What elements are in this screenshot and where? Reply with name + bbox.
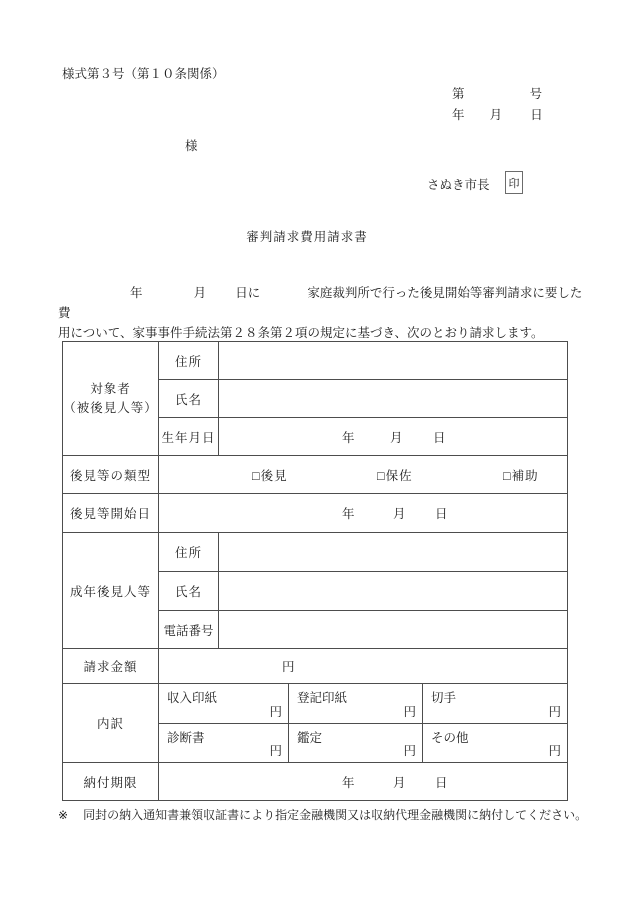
- issue-date-line: [452, 105, 543, 123]
- intro-day: 日に: [235, 286, 261, 300]
- checkbox-kouken[interactable]: [252, 466, 288, 484]
- guardian-address-label: 住所: [159, 533, 219, 572]
- subject-group-label: [63, 342, 159, 456]
- breakdown-appraisal-cell: [289, 724, 423, 763]
- due-date-label: 納付期限: [63, 763, 159, 801]
- due-date-value-cell: [159, 763, 568, 801]
- breakdown-postage-unit: 円: [548, 705, 562, 719]
- claim-amount-unit: 円: [282, 660, 295, 674]
- subject-name-label: 氏名: [159, 380, 219, 418]
- intro-year: 年: [130, 286, 143, 300]
- addressee-suffix: 様: [185, 139, 198, 153]
- breakdown-revenue-stamp-label: 収入印紙: [167, 691, 218, 705]
- breakdown-label: 内訳: [63, 684, 159, 763]
- checkbox-hosa-label: 保佐: [385, 468, 413, 483]
- breakdown-revenue-stamp-cell: [159, 684, 289, 724]
- form-number: 様式第３号（第１０条関係）: [62, 67, 225, 81]
- birthdate-day-unit: 日: [433, 430, 446, 445]
- subject-birthdate-value-cell: [219, 418, 568, 456]
- guardian-phone-value-cell: [219, 611, 568, 649]
- cost-claim-table: [62, 341, 568, 801]
- breakdown-revenue-stamp-unit: 円: [269, 705, 282, 719]
- breakdown-medical-certificate-unit: 円: [269, 744, 282, 758]
- checkbox-hojo[interactable]: [503, 466, 539, 484]
- subject-name-value-cell: [219, 380, 568, 418]
- subject-address-label: 住所: [159, 342, 219, 380]
- guardianship-type-options-cell: [159, 456, 568, 494]
- breakdown-appraisal-unit: 円: [403, 744, 416, 758]
- intro-paragraph: [58, 283, 588, 343]
- claim-amount-label: 請求金額: [63, 649, 159, 684]
- intro-rest: 家庭裁判所で行った後見開始等審判請求に要した費: [58, 286, 583, 320]
- issue-date-year: 年: [452, 108, 465, 122]
- issue-date-month: 月: [489, 108, 503, 122]
- breakdown-other-label: その他: [431, 731, 469, 745]
- due-date-year-unit: 年: [342, 775, 355, 790]
- guardianship-type-label: 後見等の類型: [63, 456, 159, 494]
- start-date-value-cell: [159, 494, 568, 533]
- breakdown-appraisal-label: 鑑定: [297, 731, 323, 745]
- subject-label-line1: 対象者: [90, 381, 131, 396]
- checkbox-icon: □: [252, 468, 261, 483]
- intro-line-2: 用について、家事事件手続法第２８条第２項の規定に基づき、次のとおり請求します。: [58, 326, 544, 340]
- seal-mark: 印: [508, 177, 520, 190]
- checkbox-icon: □: [377, 468, 386, 483]
- checkbox-kouken-label: 後見: [260, 468, 288, 483]
- start-date-month-unit: 月: [393, 507, 406, 521]
- breakdown-registration-stamp-cell: [289, 684, 423, 724]
- birthdate-year-unit: 年: [342, 430, 355, 445]
- guardian-phone-label: 電話番号: [159, 611, 219, 649]
- start-date-year-unit: 年: [342, 507, 355, 521]
- subject-label-line2: （被後見人等）: [63, 400, 158, 415]
- issuer-title: さぬき市長: [427, 178, 490, 192]
- doc-number-prefix: 第: [452, 87, 465, 101]
- issue-date-day: 日: [530, 108, 543, 122]
- intro-month: 月: [193, 286, 207, 300]
- breakdown-other-cell: [423, 724, 568, 763]
- breakdown-registration-stamp-unit: 円: [403, 705, 416, 719]
- footnote-text: 同封の納入通知書兼領収証書により指定金融機関又は収納代理金融機関に納付してください。: [83, 808, 588, 822]
- page-title: 審判請求費用請求書: [246, 230, 368, 244]
- breakdown-registration-stamp-label: 登記印紙: [297, 691, 348, 705]
- checkbox-hojo-label: 補助: [511, 468, 539, 483]
- checkbox-icon: □: [503, 468, 512, 483]
- claim-amount-value-cell: [159, 649, 568, 684]
- start-date-label: 後見等開始日: [63, 494, 159, 533]
- breakdown-medical-certificate-label: 診断書: [167, 731, 205, 745]
- breakdown-postage-label: 切手: [431, 691, 457, 705]
- breakdown-other-unit: 円: [548, 744, 562, 758]
- guardian-group-label: 成年後見人等: [63, 533, 159, 649]
- start-date-day-unit: 日: [435, 507, 448, 521]
- checkbox-hosa[interactable]: [377, 466, 413, 484]
- breakdown-postage-cell: [423, 684, 568, 724]
- footnote-marker: ※: [58, 808, 69, 822]
- doc-number-line: [452, 84, 542, 102]
- due-date-day-unit: 日: [435, 775, 448, 790]
- breakdown-medical-certificate-cell: [159, 724, 289, 763]
- subject-address-value-cell: [219, 342, 568, 380]
- birthdate-month-unit: 月: [390, 430, 403, 445]
- payment-footnote: [58, 806, 587, 823]
- guardian-name-value-cell: [219, 572, 568, 611]
- seal-placeholder: [505, 171, 523, 194]
- intro-line-1: [58, 283, 588, 323]
- guardian-name-label: 氏名: [159, 572, 219, 611]
- guardian-address-value-cell: [219, 533, 568, 572]
- doc-number-suffix: 号: [529, 87, 543, 101]
- subject-birthdate-label: 生年月日: [159, 418, 219, 456]
- due-date-month-unit: 月: [393, 775, 406, 790]
